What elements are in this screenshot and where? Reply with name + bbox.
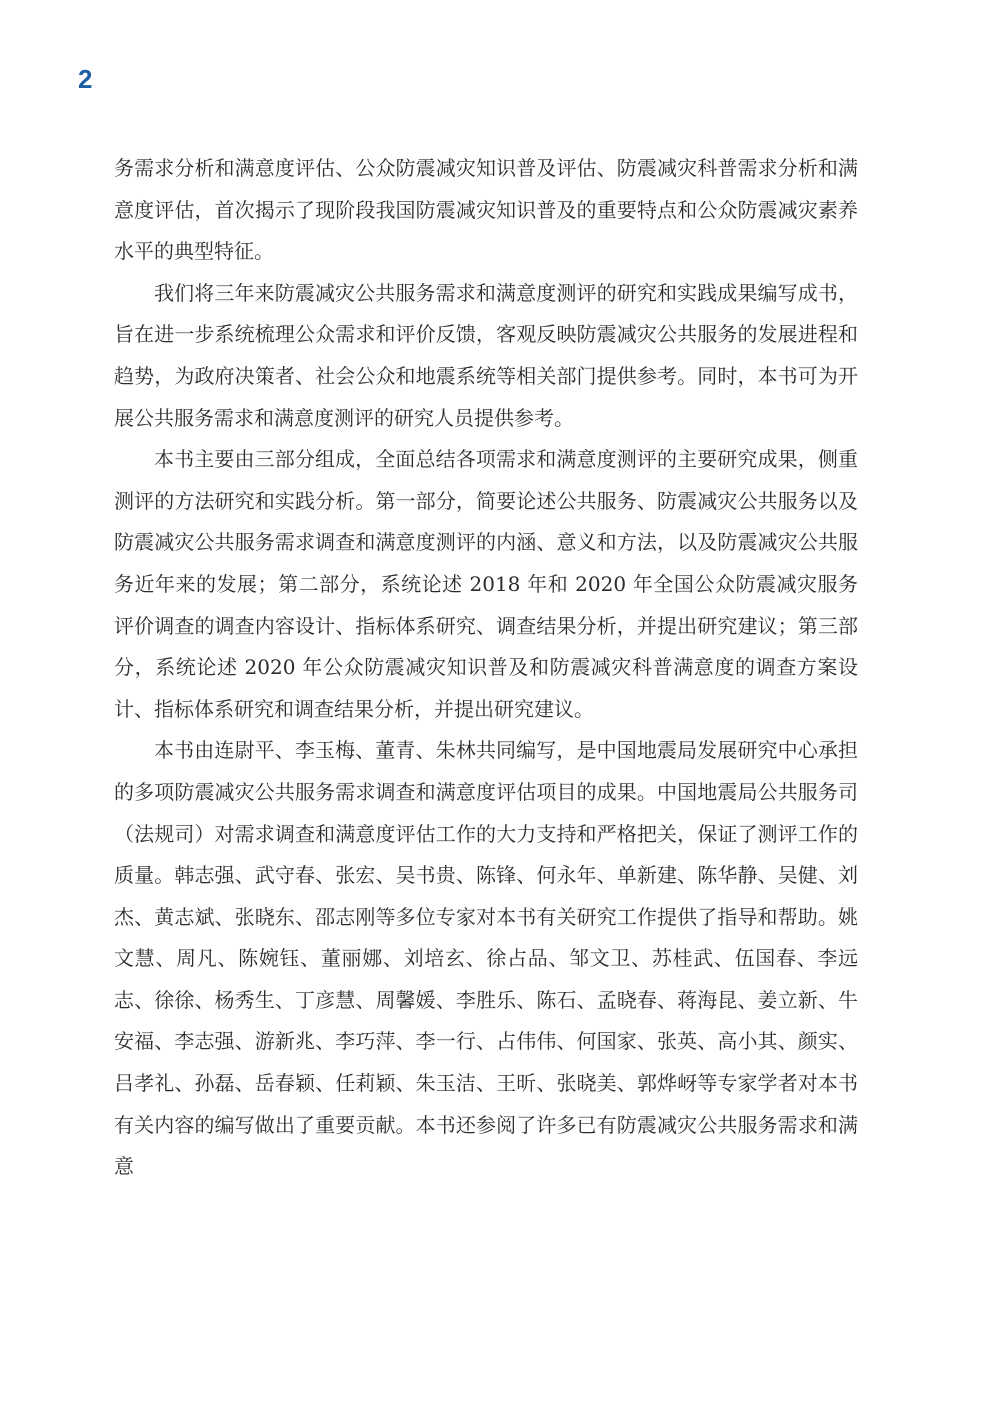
paragraph-acknowledgements: 本书由连尉平、李玉梅、董青、朱林共同编写，是中国地震局发展研究中心承担的多项防震减灾公共服务需求调查和满意度评估项目的成果。中国地震局公共服务司（法规司）对需求调查和满意度评估工作的大力支持和严格把关，保证了测评工作的质量。韩志强、武守春、张宏、吴书贵、陈锋、何永年、单新建、陈华静、吴健、刘杰、黄志斌、张晓东、邵志刚等多位专家对本书有关研究工作提供了指导和帮助。姚文慧、周凡、陈婉钰、董丽娜、刘培玄、徐占品、邹文卫、苏桂武、伍国春、李远志、徐徐、杨秀生、丁彦慧、周馨媛、李胜乐、陈石、孟晓春、蒋海昆、姜立新、牛安福、李志强、游新兆、李巧萍、李一行、占伟伟、何国家、张英、高小其、颜实、吕孝礼、孙磊、岳春颖、任莉颖、朱玉洁、王昕、张晓美、郭烨岈等专家学者对本书有关内容的编写做出了重要贡献。本书还参阅了许多已有防震减灾公共服务需求和满意 [114, 738, 858, 1179]
paragraph-continuation: 务需求分析和满意度评估、公众防震减灾知识普及评估、防震减灾科普需求分析和满意度评估，首次揭示了现阶段我国防震减灾知识普及的重要特点和公众防震减灾素养水平的典型特征。 [114, 156, 858, 264]
page-number: 2 [78, 64, 93, 94]
body-text [114, 148, 858, 1188]
paragraph-book-structure: 本书主要由三部分组成，全面总结各项需求和满意度测评的主要研究成果，侧重测评的方法研究和实践分析。第一部分，简要论述公共服务、防震减灾公共服务以及防震减灾公共服务需求调查和满意度测评的内涵、意义和方法，以及防震减灾公共服务近年来的发展；第二部分，系统论述 2018 年和 2020 年全国公众防震减灾服务评价调查的调查内容设计、指标体系研究、调查结果分析，并提出研究建议；第三部分，系统论述 2020 年公众防震减灾知识普及和防震减灾科普满意度的调查方案设计、指标体系研究和调查结果分析，并提出研究建议。 [114, 447, 858, 721]
paragraph-book-purpose: 我们将三年来防震减灾公共服务需求和满意度测评的研究和实践成果编写成书，旨在进一步系统梳理公众需求和评价反馈，客观反映防震减灾公共服务的发展进程和趋势，为政府决策者、社会公众和地震系统等相关部门提供参考。同时，本书可为开展公共服务需求和满意度测评的研究人员提供参考。 [114, 280, 858, 430]
